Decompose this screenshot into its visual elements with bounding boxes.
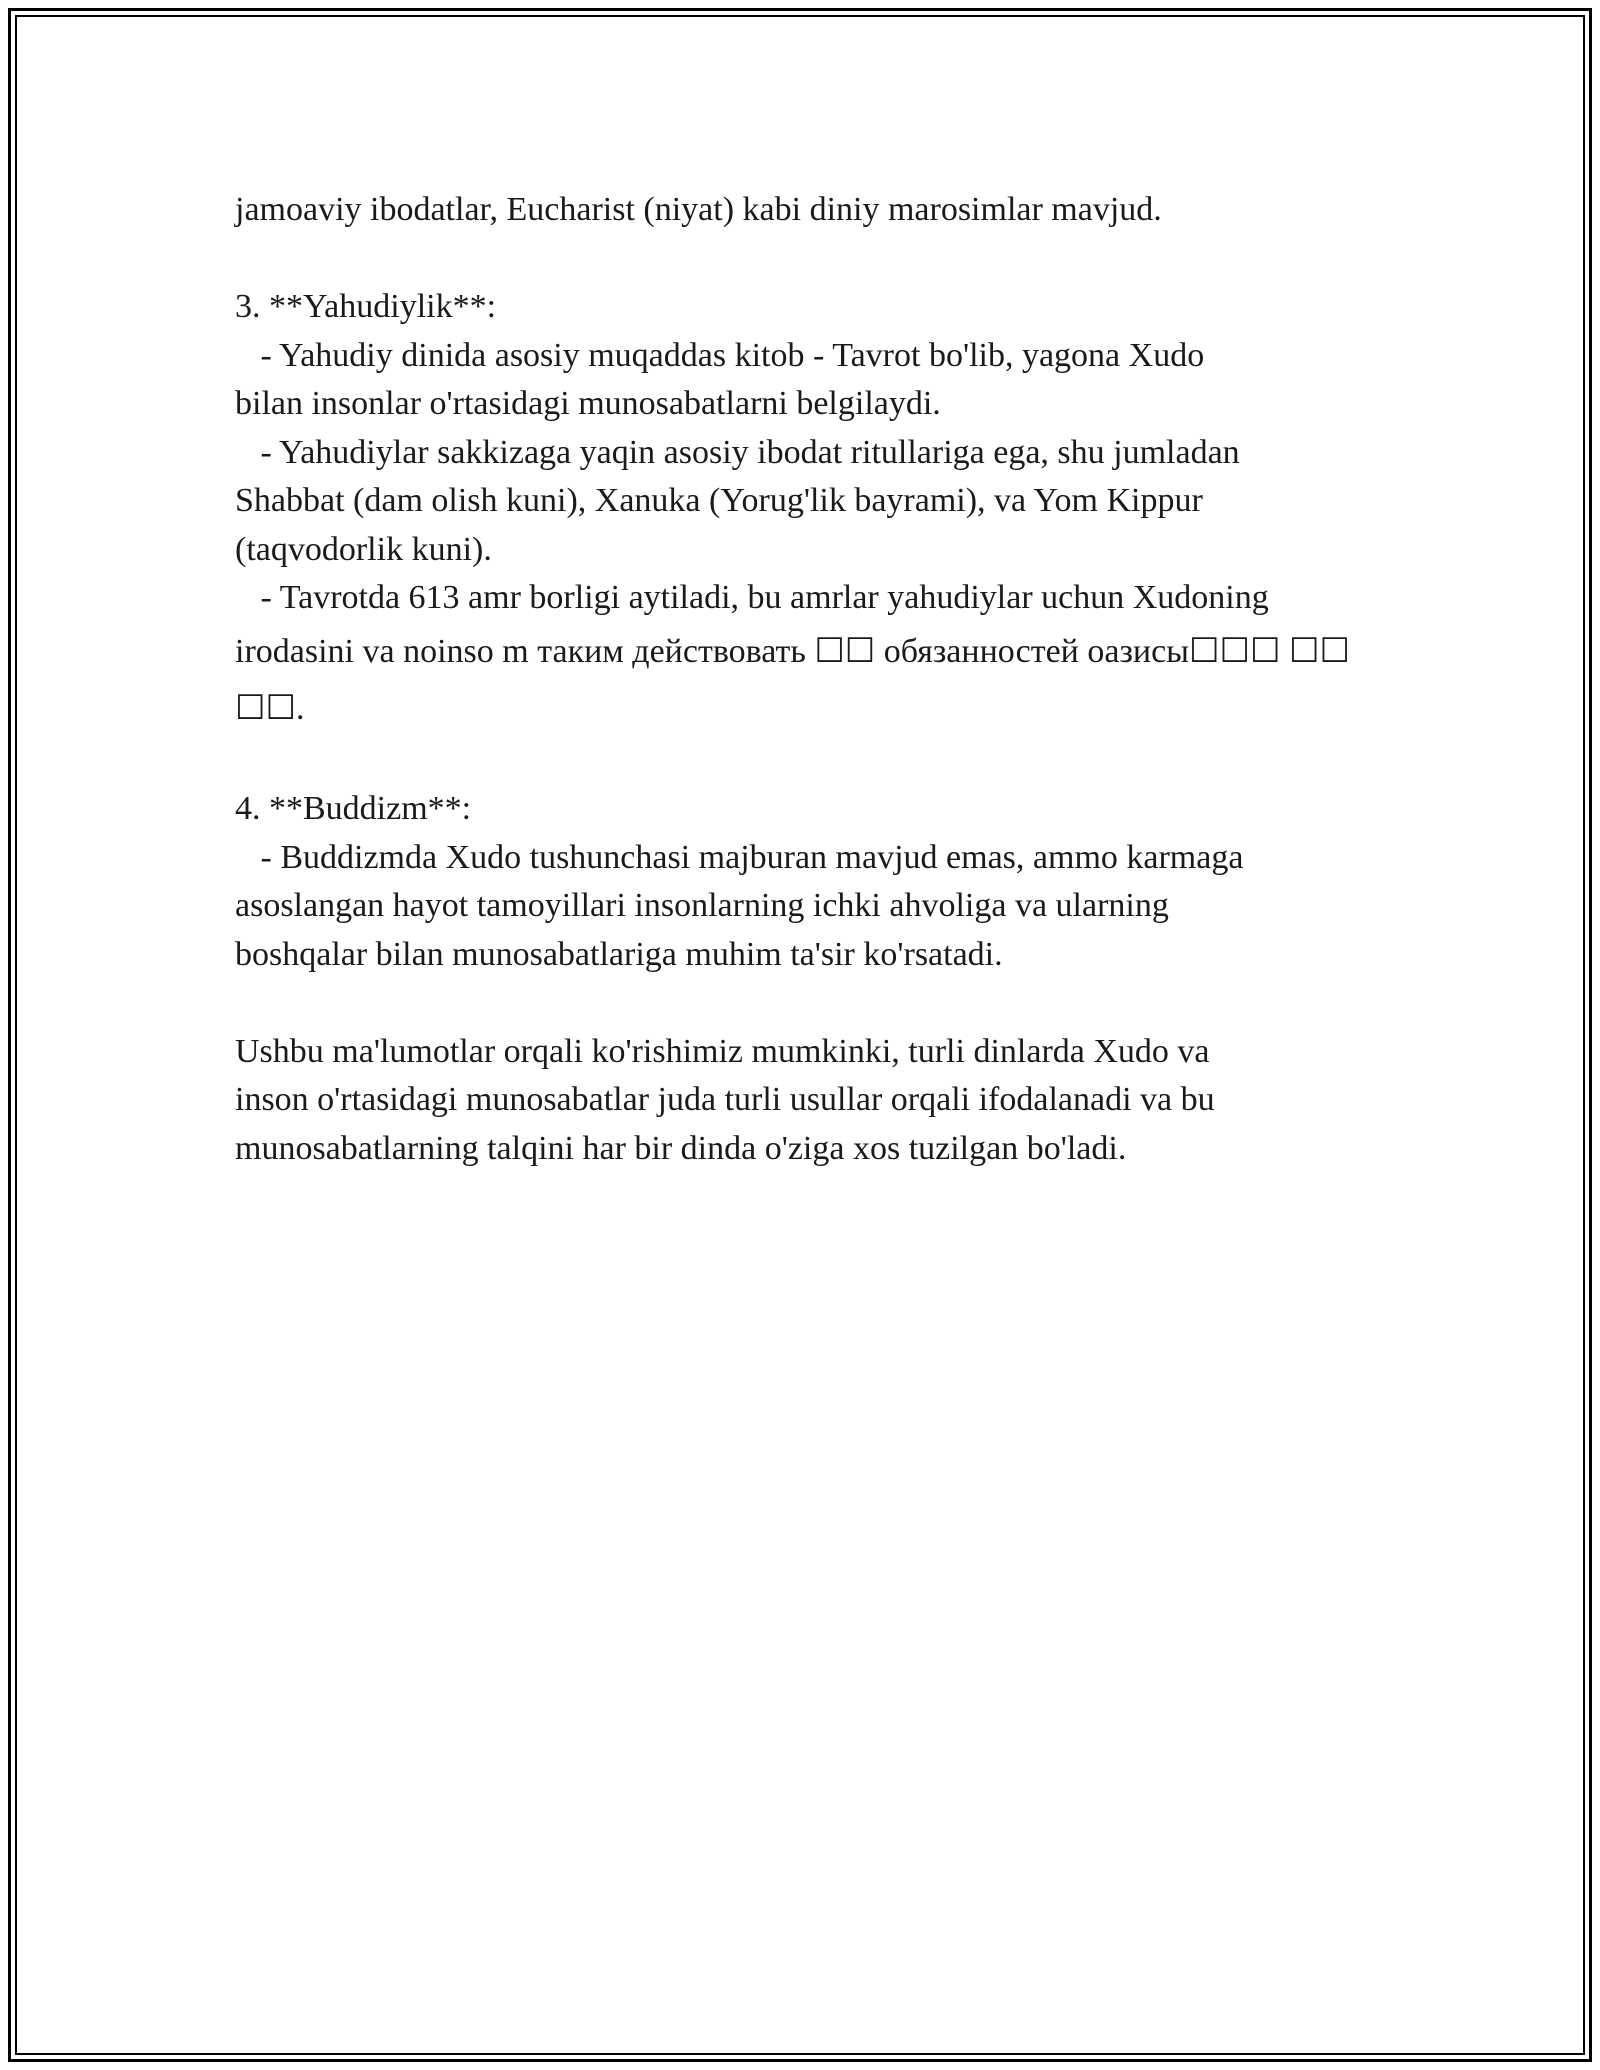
blank-line [235,235,1375,284]
text-line: inson o'rtasidagi munosabatlar juda turli usullar orqali ifodalanadi va bu [235,1081,1215,1118]
text-line: Ushbu ma'lumotlar orqali ko'rishimiz mumkinki, turli dinlarda Xudo va [235,1032,1210,1070]
section-heading: 4. **Buddizm**: [235,790,472,827]
text-line: munosabatlarning talqini har bir dinda o'ziga xos tuzilgan bo'ladi. [235,1129,1127,1167]
text-line: Shabbat (dam olish kuni), Xanuka (Yorug'lik bayrami), va Yom Kippur [235,482,1203,519]
text-line: bilan insonlar o'rtasidagi munosabatlarni belgilaydi. [235,385,941,422]
text-line: asoslangan hayot tamoyillari insonlarning ichki ahvoliga va ularning [235,887,1169,924]
text-line: jamoaviy ibodatlar, Eucharist (niyat) kabi diniy marosimlar mavjud. [235,191,1162,228]
text-line: boshqalar bilan munosabatlariga muhim ta'sir ko'rsatadi. [235,935,1003,973]
blank-line [235,737,1375,786]
section-heading: 3. **Yahudiylik**: [235,288,497,325]
text-line: - Yahudiylar sakkizaga yaqin asosiy ibodat ritullariga ega, shu jumladan [235,433,1240,471]
blank-line [235,979,1375,1028]
text-line: irodasini va noinso m таким действовать ☐☐ обязанностей оазисы☐☐☐ ☐☐ [235,632,1350,670]
text-line: - Yahudiy dinida asosiy muqaddas kitob - Tavrot bo'lib, yagona Xudo [235,336,1205,374]
text-line: - Tavrotda 613 amr borligi aytiladi, bu amrlar yahudiylar uchun Xudoning [235,579,1269,616]
document-body [235,186,1375,1173]
text-line: (taqvodorlik kuni). [235,530,492,568]
text-line: - Buddizmda Xudo tushunchasi majburan mavjud emas, ammo karmaga [235,838,1244,876]
text-line: ☐☐. [235,689,305,727]
